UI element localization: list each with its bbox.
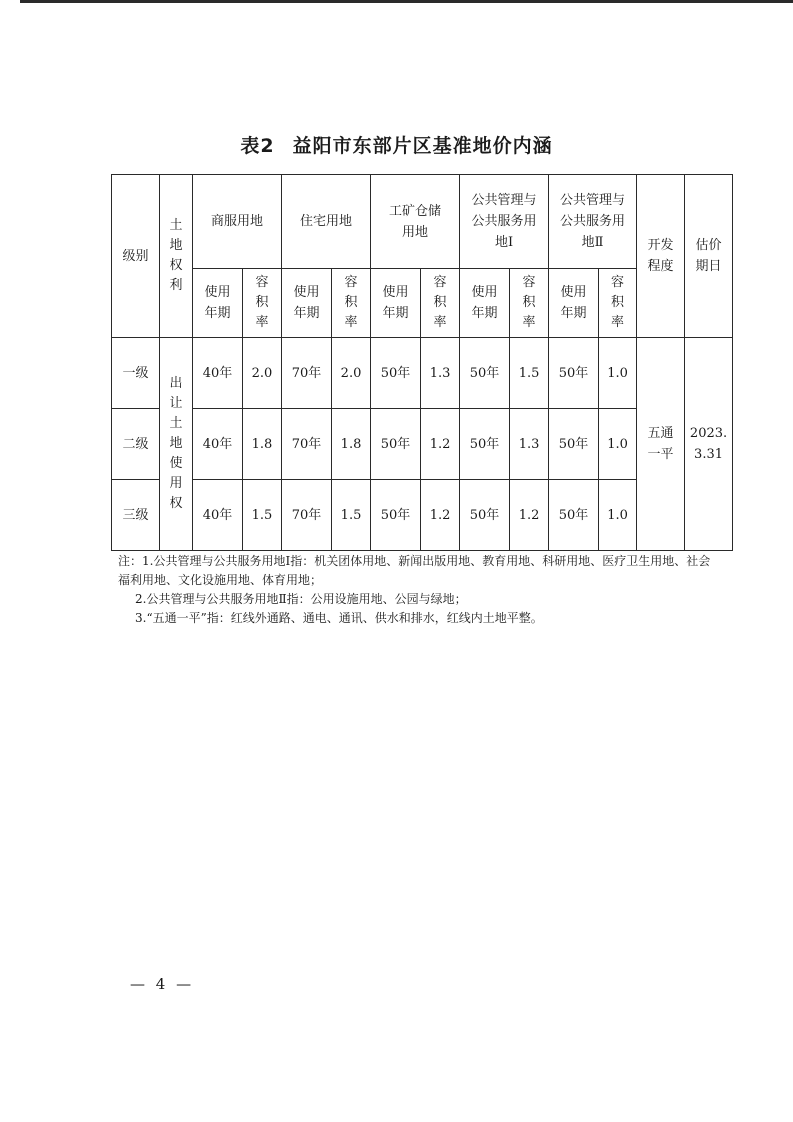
use-period-cell: 50年 bbox=[549, 338, 599, 409]
subheader-plot-ratio-text: 容积率 bbox=[433, 275, 447, 330]
header-valuation-date bbox=[685, 175, 733, 338]
header-group-public-1-text: 公共管理与公共服务用地Ⅰ bbox=[471, 193, 537, 250]
header-development bbox=[637, 175, 685, 338]
table-number: 表2 bbox=[240, 135, 275, 157]
subheader-plot-ratio bbox=[332, 269, 371, 338]
subheader-use-period bbox=[282, 269, 332, 338]
table-notes bbox=[118, 552, 718, 628]
use-period-cell: 50年 bbox=[460, 480, 510, 551]
header-group-public-2-text: 公共管理与公共服务用地Ⅱ bbox=[560, 193, 626, 250]
subheader-use-period bbox=[549, 269, 599, 338]
use-period-cell: 70年 bbox=[282, 338, 332, 409]
valuation-date-text: 2023.3.31 bbox=[689, 426, 728, 462]
plot-ratio-cell: 1.2 bbox=[421, 480, 460, 551]
land-right-text: 出让土地使用权 bbox=[169, 376, 183, 511]
land-right-cell bbox=[160, 338, 193, 551]
header-land-right bbox=[160, 175, 193, 338]
development-text: 五通一平 bbox=[647, 426, 674, 462]
plot-ratio-cell: 1.8 bbox=[332, 409, 371, 480]
use-period-cell: 40年 bbox=[193, 409, 243, 480]
subheader-plot-ratio bbox=[421, 269, 460, 338]
header-group-residential: 住宅用地 bbox=[282, 175, 371, 269]
plot-ratio-cell: 1.0 bbox=[599, 480, 637, 551]
note-3: 3.“五通一平”指：红线外通路、通电、通讯、供水和排水，红线内土地平整。 bbox=[135, 611, 543, 625]
plot-ratio-cell: 2.0 bbox=[332, 338, 371, 409]
subheader-plot-ratio-text: 容积率 bbox=[255, 275, 269, 330]
header-group-industrial bbox=[371, 175, 460, 269]
page-number: — 4 — bbox=[130, 975, 195, 993]
subheader-use-period-text: 使用年期 bbox=[382, 285, 409, 321]
use-period-cell: 50年 bbox=[371, 338, 421, 409]
plot-ratio-cell: 1.5 bbox=[510, 338, 549, 409]
use-period-cell: 50年 bbox=[460, 409, 510, 480]
plot-ratio-cell: 1.0 bbox=[599, 409, 637, 480]
plot-ratio-cell: 1.8 bbox=[243, 409, 282, 480]
plot-ratio-cell: 1.5 bbox=[332, 480, 371, 551]
plot-ratio-cell: 1.2 bbox=[421, 409, 460, 480]
subheader-use-period bbox=[193, 269, 243, 338]
subheader-use-period-text: 使用年期 bbox=[293, 285, 320, 321]
note-1: 注：1.公共管理与公共服务用地Ⅰ指：机关团体用地、新闻出版用地、教育用地、科研用地、医疗卫生用地、社会福利用地、文化设施用地、体育用地； bbox=[118, 554, 711, 587]
use-period-cell: 70年 bbox=[282, 409, 332, 480]
grade-cell: 一级 bbox=[112, 338, 160, 409]
header-group-industrial-text: 工矿仓储用地 bbox=[389, 203, 442, 240]
grade-cell: 三级 bbox=[112, 480, 160, 551]
use-period-cell: 50年 bbox=[549, 480, 599, 551]
subheader-use-period-text: 使用年期 bbox=[560, 285, 587, 321]
use-period-cell: 50年 bbox=[371, 480, 421, 551]
plot-ratio-cell: 1.2 bbox=[510, 480, 549, 551]
use-period-cell: 50年 bbox=[549, 409, 599, 480]
note-2: 2.公共管理与公共服务用地Ⅱ指：公用设施用地、公园与绿地； bbox=[135, 592, 467, 606]
header-group-public-2 bbox=[549, 175, 637, 269]
subheader-plot-ratio bbox=[510, 269, 549, 338]
subheader-use-period-text: 使用年期 bbox=[471, 285, 498, 321]
header-group-public-1 bbox=[460, 175, 549, 269]
table-title bbox=[0, 131, 793, 158]
subheader-plot-ratio bbox=[243, 269, 282, 338]
subheader-plot-ratio-text: 容积率 bbox=[522, 275, 536, 330]
use-period-cell: 70年 bbox=[282, 480, 332, 551]
use-period-cell: 50年 bbox=[460, 338, 510, 409]
plot-ratio-cell: 1.3 bbox=[510, 409, 549, 480]
plot-ratio-cell: 1.3 bbox=[421, 338, 460, 409]
grade-cell: 二级 bbox=[112, 409, 160, 480]
subheader-use-period bbox=[371, 269, 421, 338]
scan-edge bbox=[20, 0, 793, 3]
valuation-date-cell bbox=[685, 338, 733, 551]
land-price-table bbox=[111, 174, 733, 551]
subheader-plot-ratio-text: 容积率 bbox=[611, 275, 625, 330]
header-row-top bbox=[112, 175, 733, 269]
plot-ratio-cell: 2.0 bbox=[243, 338, 282, 409]
subheader-plot-ratio bbox=[599, 269, 637, 338]
use-period-cell: 40年 bbox=[193, 338, 243, 409]
subheader-plot-ratio-text: 容积率 bbox=[344, 275, 358, 330]
subheader-use-period-text: 使用年期 bbox=[204, 285, 231, 321]
use-period-cell: 40年 bbox=[193, 480, 243, 551]
table-title-text: 益阳市东部片区基准地价内涵 bbox=[292, 135, 553, 157]
plot-ratio-cell: 1.0 bbox=[599, 338, 637, 409]
header-valuation-date-text: 估价期日 bbox=[695, 238, 722, 274]
use-period-cell: 50年 bbox=[371, 409, 421, 480]
subheader-use-period bbox=[460, 269, 510, 338]
development-cell bbox=[637, 338, 685, 551]
header-grade: 级别 bbox=[112, 175, 160, 338]
header-development-text: 开发程度 bbox=[647, 238, 674, 274]
plot-ratio-cell: 1.5 bbox=[243, 480, 282, 551]
table-row bbox=[112, 338, 733, 409]
header-land-right-text: 土地权利 bbox=[169, 218, 183, 293]
header-group-commercial: 商服用地 bbox=[193, 175, 282, 269]
